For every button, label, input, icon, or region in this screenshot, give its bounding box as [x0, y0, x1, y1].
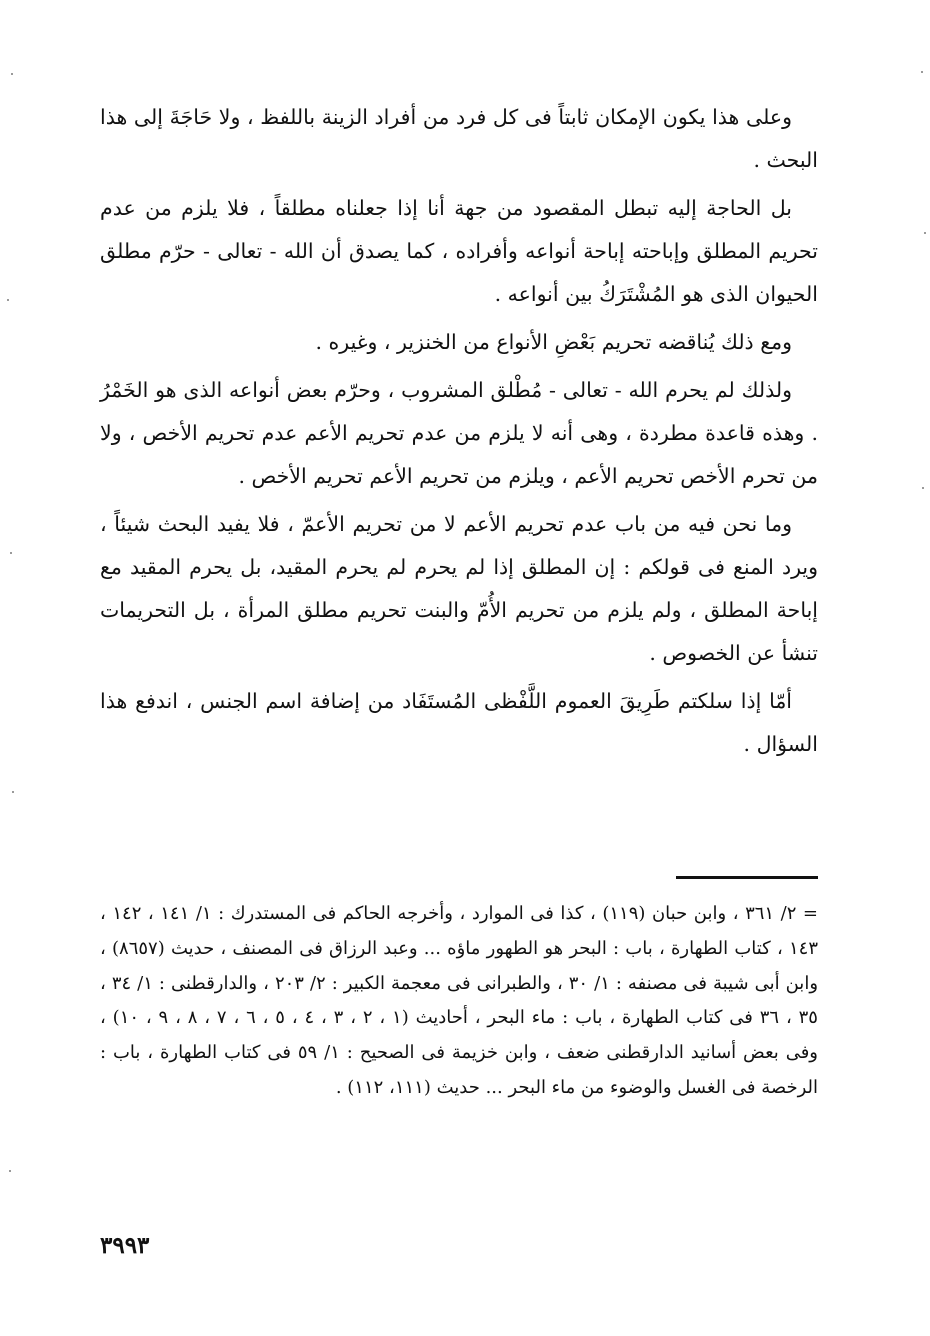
scan-speck — [921, 71, 923, 73]
footnote-separator — [676, 876, 818, 879]
paragraph-3: ومع ذلك يُناقضه تحريم بَعْضِ الأنواع من الخنزير ، وغيره . — [315, 330, 792, 354]
paragraph-4: ولذلك لم يحرم الله - تعالى - مُطْلق المشروب ، وحرّم بعض أنواعه الذى هو الخَمْرُ . وهذه قاعدة مطردة ، وهى أنه لا يلزم من عدم تحريم الأعم عدم تحريم الأخص ، ولا من تحرم الأخص تحريم الأعم ، ويلزم من تحريم الأعم تحريم الأخص . — [100, 378, 818, 488]
paragraph-6: أمّا إذا سلكتم طَرِيقَ العموم اللَّفْظى المُستَفَاد من إضافة اسم الجنس ، اندفع هذا السؤال . — [100, 689, 818, 756]
page-number: ٣٩٩٣ — [100, 1232, 150, 1259]
scan-speck — [10, 552, 12, 554]
paragraph-1: وعلى هذا يكون الإمكان ثابتاً فى كل فرد من أفراد الزينة باللفظ ، ولا حَاجَةَ إلى هذا البحث . — [100, 105, 818, 172]
scan-speck — [922, 487, 924, 489]
scan-speck — [924, 232, 926, 234]
scan-speck — [9, 1170, 11, 1172]
main-text — [100, 96, 818, 766]
paragraph-5: وما نحن فيه من باب عدم تحريم الأعم لا من تحريم الأعمّ ، فلا يفيد البحث شيئاً ، ويرد المنع فى قولكم : إن المطلق إذا لم يحرم لم يحرم المقيد، بل يحرم المقيد مع إباحة المطلق ، ولم يلزم من تحريم الأُمّ والبنت تحريم مطلق المرأة ، بل التحريمات تنشأ عن الخصوص . — [100, 512, 818, 665]
scan-speck — [12, 791, 14, 793]
paragraph-2: بل الحاجة إليه تبطل المقصود من جهة أنا إذا جعلناه مطلقاً ، فلا يلزم من عدم تحريم المطلق وإباحته إباحة أنواعه وأفراده ، كما يصدق أن الله - تعالى - حرّم مطلق الحيوان الذى هو المُشْتَرَكُ بين أنواعه . — [100, 196, 818, 306]
scan-speck — [11, 73, 13, 75]
scan-speck — [7, 299, 9, 301]
footnote: = ٢/ ٣٦١ ، وابن حبان (١١٩) ، كذا فى الموارد ، وأخرجه الحاكم فى المستدرك : ١/ ١٤١ ، ١٤٢ ، ١٤٣ ، كتاب الطهارة ، باب : البحر هو الطهور ماؤه ... وعبد الرزاق فى المصنف ، حديث (٨٦٥٧) ، وابن أبى شيبة فى مصنفه : ١/ ٣٠ ، والطبرانى فى معجمة الكبير : ٢/ ٢٠٣ ، والدارقطنى : ١/ ٣٤ ، ٣٥ ، ٣٦ فى كتاب الطهارة ، باب : ماء البحر ، أحاديث (١ ، ٢ ، ٣ ، ٤ ، ٥ ، ٦ ، ٧ ، ٨ ، ٩ ، ١٠) ، وفى بعض أسانيد الدارقطنى ضعف ، وابن خزيمة فى الصحيح : ١/ ٥٩ فى كتاب الطهارة ، باب : الرخصة فى الغسل والوضوء من ماء البحر ... حديث (١١١، ١١٢) . — [100, 903, 819, 1098]
